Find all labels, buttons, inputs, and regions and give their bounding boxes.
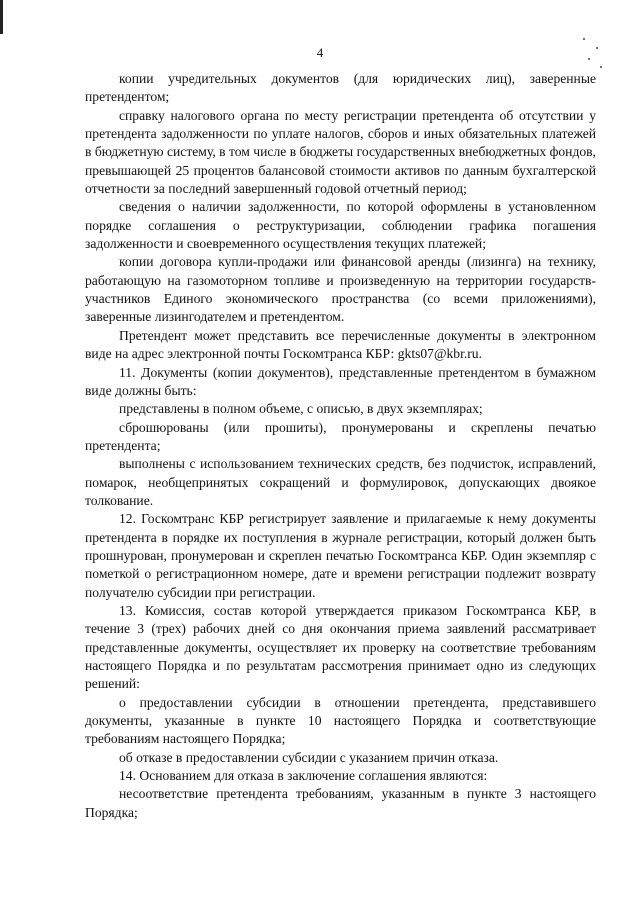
paragraph-11-technical: выполнены с использованием технических средств, без подчисток, исправлений, помарок, необщепринятых сокращений и формулировок, допускающих двоякое толкование.	[85, 456, 596, 508]
paragraph-12-registration: 12. Госкомтранс КБР регистрирует заявление и прилагаемые к нему документы претендента в порядке их поступления в журнале регистрации, который должен быть прошнурован, пронумерован и скреплен печатью Госкомтранса КБР. Один экземпляр с пометкой о регистрационном номере, дате и времени регистрации подлежит возврату получателю субсидии при регистрации.	[85, 511, 596, 600]
scan-edge-mark	[0, 0, 3, 34]
document-body	[85, 70, 596, 822]
paragraph-13-grant: о предоставлении субсидии в отношении претендента, представившего документы, указанные в пункте 10 настоящего Порядка и соответствующие требованиям настоящего Порядка;	[85, 694, 596, 747]
scan-speck	[583, 38, 585, 40]
paragraph-14-mismatch: несоответствие претендента требованиям, указанным в пункте 3 настоящего Порядка;	[85, 786, 596, 820]
paragraph-11-complete: представлены в полном объеме, с описью, в двух экземплярах;	[119, 401, 483, 417]
scan-speck	[600, 66, 602, 68]
paragraph-11-header: 11. Документы (копии документов), представленные претендентом в бумажном виде должны быть:	[85, 364, 596, 398]
paragraph-tax-certificate: справку налогового органа по месту регистрации претендента об отсутствии у претендента задолженности по уплате налогов, сборов и иных обязательных платежей в бюджетную систему, в том числе в бюджеты государственных внебюджетных фондов, превышающей 25 процентов балансовой стоимости активов по данным бухгалтерской отчетности за последний завершенный годовой отчетный период;	[85, 107, 596, 197]
paragraph-electronic-submission: Претендент может представить все перечисленные документы в электронном виде на адрес электронной почты Госкомтранса КБР: gkts07@kbr.ru.	[85, 327, 596, 362]
page-number: 4	[316, 45, 324, 60]
paragraph-lease-contract: копии договора купли-продажи или финансовой аренды (лизинга) на технику, работающую на газомоторном топливе и произведенную на территории государств-участников Единого экономического пространства (со всеми приложениями), заверенные лизингодателем и претендентом.	[85, 254, 596, 325]
paragraph-13-commission: 13. Комиссия, состав которой утверждается приказом Госкомтранса КБР, в течение 3 (трех) рабочих дней со дня окончания приема заявлений рассматривает представленные документы, осуществляет их проверку на соответствие требованиям настоящего Порядка и по результатам рассмотрения принимает одно из следующих решений:	[85, 602, 596, 692]
paragraph-founding-docs: копии учредительных документов (для юридических лиц), заверенные претендентом;	[85, 71, 596, 105]
paragraph-13-refusal: об отказе в предоставлении субсидии с указанием причин отказа.	[119, 749, 499, 765]
paragraph-11-bound: сброшюрованы (или прошиты), пронумерованы и скреплены печатью претендента;	[85, 419, 596, 453]
paragraph-14-header: 14. Основанием для отказа в заключение соглашения являются:	[119, 768, 488, 784]
paragraph-debt-info: сведения о наличии задолженности, по которой оформлены в установленном порядке соглашения о реструктуризации, соблюдении графика погашения задолженности и своевременного осуществления текущих платежей;	[85, 199, 596, 252]
